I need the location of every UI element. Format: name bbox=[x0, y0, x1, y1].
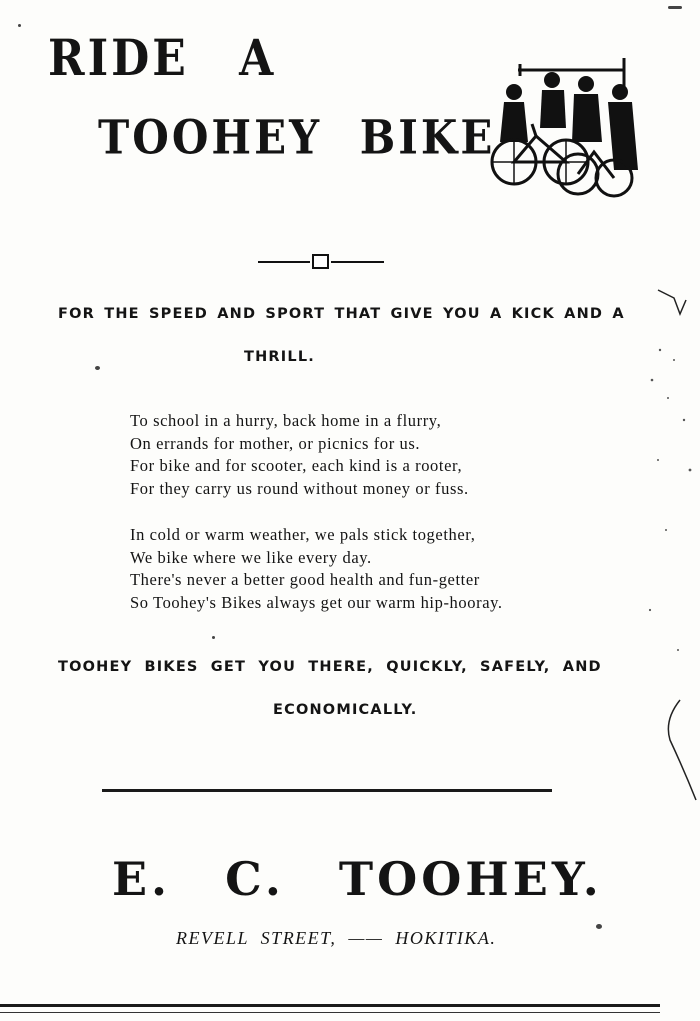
verse-line: For bike and for scooter, each kind is a rooter, bbox=[130, 456, 463, 475]
merchant-name: E. C. TOOHEY. bbox=[112, 852, 603, 906]
call-to-action-line-2: ECONOMICALLY. bbox=[273, 702, 418, 718]
ink-speck bbox=[668, 6, 682, 9]
bottom-rule-thin bbox=[0, 1012, 660, 1013]
verse-line: In cold or warm weather, we pals stick together, bbox=[130, 525, 476, 544]
call-to-action-line-1: TOOHEY BIKES GET YOU THERE, QUICKLY, SAFELY, AND bbox=[58, 659, 602, 675]
bottom-rule bbox=[0, 1004, 660, 1007]
verse-stanza-2 bbox=[130, 524, 503, 614]
tagline-line-1: FOR THE SPEED AND SPORT THAT GIVE YOU A KICK AND A bbox=[58, 306, 625, 322]
headline-line-1: RIDE A bbox=[48, 30, 277, 88]
verse-stanza-1 bbox=[130, 410, 469, 500]
page-edge-scan-marks bbox=[640, 270, 700, 830]
divider-ornament-icon bbox=[258, 250, 384, 274]
verse-line: On errands for mother, or picnics for us. bbox=[130, 433, 421, 453]
section-divider bbox=[102, 789, 552, 792]
verse-line: To school in a hurry, back home in a flurry, bbox=[130, 411, 442, 430]
ink-speck bbox=[18, 24, 21, 27]
ink-speck bbox=[212, 636, 215, 639]
tagline-line-2: THRILL. bbox=[244, 349, 315, 365]
verse-line: So Toohey's Bikes always get our warm hip-hooray. bbox=[130, 592, 503, 612]
verse-line: For they carry us round without money or fuss. bbox=[130, 478, 469, 498]
ink-speck bbox=[596, 924, 602, 929]
ink-speck bbox=[95, 366, 100, 370]
bicycle-shop-scene-icon bbox=[474, 50, 644, 200]
headline-line-2: TOOHEY BIKE bbox=[98, 110, 496, 165]
verse-line: We bike where we like every day. bbox=[130, 547, 372, 567]
verse-line: There's never a better good health and fun-getter bbox=[130, 570, 480, 589]
merchant-address: REVELL STREET, —— HOKITIKA. bbox=[176, 928, 497, 948]
